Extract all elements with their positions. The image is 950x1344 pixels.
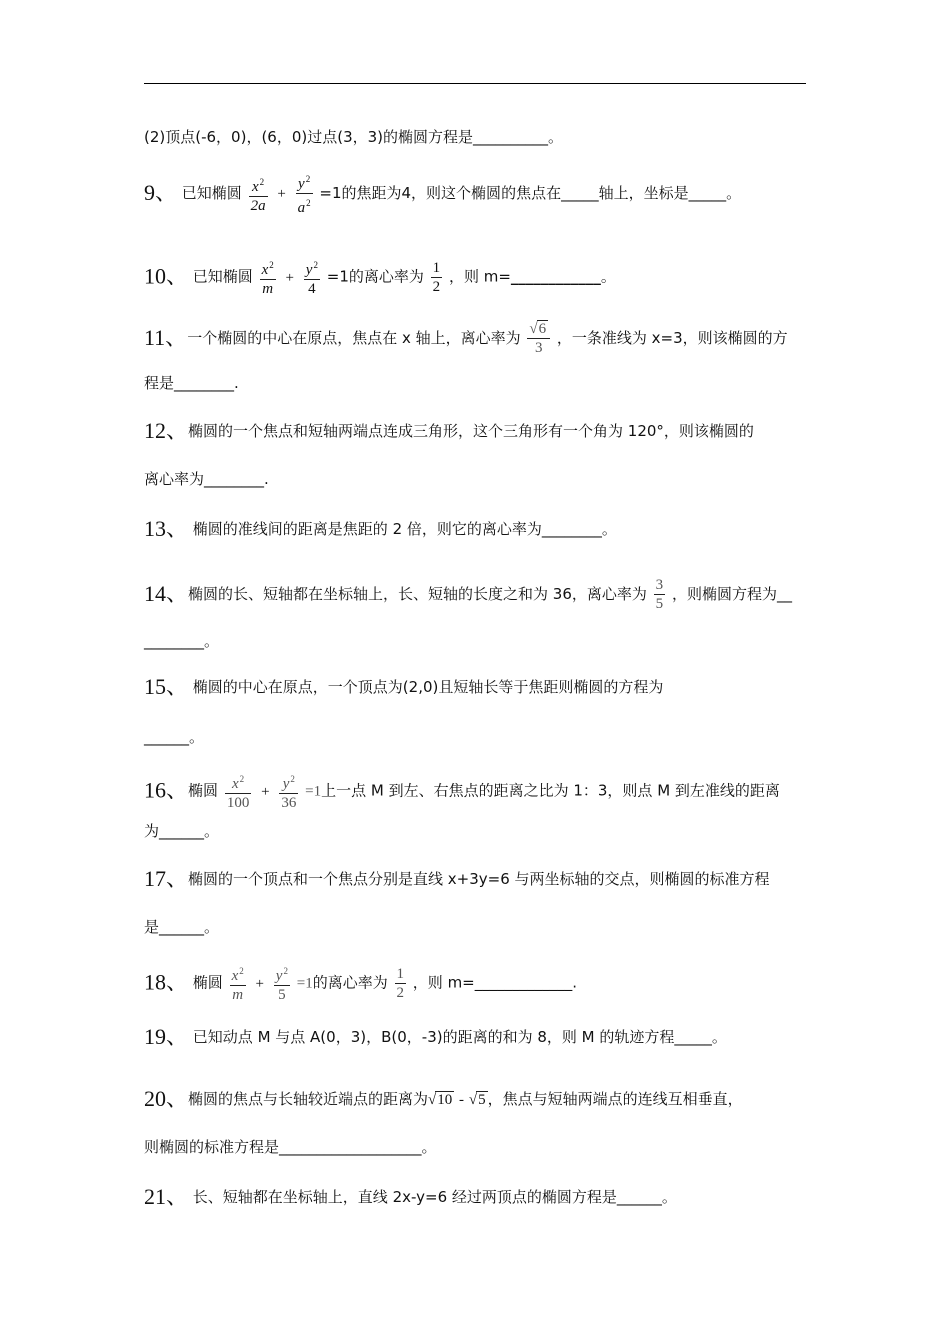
item-12: 12、椭圆的一个焦点和短轴两端点连成三角形，这个三角形有一个角为 120°，则该椭圆的 — [144, 418, 754, 443]
item-14-fraction: $\frac{3}{5}$ — [655, 577, 664, 612]
item-9: 9、 已知椭圆 $\frac{x^2}{2a}$ + $\frac{y^2}{a^2}$ =1的焦距为4，则这个椭圆的焦点在_____轴上，坐标是_____。 — [144, 170, 808, 217]
item-18: 18、 椭圆 $\frac{x^2}{m}$ + $\frac{y^2}{5}$ =1的离心率为 $\frac{1}{2}$ ，则 m=_____________. — [144, 962, 808, 1004]
item-20-radical-2: √5 — [468, 1092, 486, 1108]
item-20-radical-1: √10 — [428, 1092, 453, 1108]
item-19: 19、 已知动点 M 与点 A(0，3)，B(0，-3)的距离的和为 8，则 M 的轨迹方程_____。 — [144, 1024, 727, 1049]
item-15-line-2: ______。 — [144, 728, 205, 746]
item-21: 21、 长、短轴都在坐标轴上，直线 2x-y=6 经过两顶点的椭圆方程是______。 — [144, 1184, 677, 1209]
item-11-post: ，一条准线为 x=3，则该椭圆的方 — [556, 329, 788, 347]
item-10: 10、 已知椭圆 $\frac{x^2}{m}$ + $\frac{y^2}{4}$ =1的离心率为 $\frac{1}{2}$ ，则 m=____________。 — [144, 256, 808, 298]
item-15: 15、 椭圆的中心在原点，一个顶点为(2,0)且短轴长等于焦距则椭圆的方程为 — [144, 674, 664, 699]
item-18-fraction-2: $\frac{y^2}{5}$ — [275, 966, 288, 1003]
item-11-number: 11、 — [144, 325, 188, 350]
item-16-line-2: 为______。 — [144, 822, 220, 840]
item-9-number: 9、 — [144, 180, 178, 205]
item-15-number: 15、 — [144, 674, 189, 699]
item-16-number: 16、 — [144, 777, 189, 803]
item-14: 14、椭圆的长、短轴都在坐标轴上，长、短轴的长度之和为 36，离心率为 $\frac{3}{5}$ ，则椭圆方程为__ — [144, 577, 792, 612]
item-9-pre: 已知椭圆 — [181, 184, 242, 202]
item-10-fraction-2: $\frac{y^2}{4}$ — [305, 260, 318, 297]
item-9-post: =1的焦距为4，则这个椭圆的焦点在_____轴上，坐标是_____。 — [319, 184, 742, 202]
item-20-number: 20、 — [144, 1086, 189, 1111]
item-11-pre: 一个椭圆的中心在原点，焦点在 x 轴上，离心率为 — [187, 329, 521, 347]
item-9-fraction-2: $\frac{y^2}{a^2}$ — [297, 174, 311, 216]
item-8-2-text: (2)顶点(-6，0)，(6，0)过点(3，3)的椭圆方程是__________。 — [144, 128, 564, 146]
item-10-mid: =1的离心率为 — [326, 267, 424, 286]
item-20-line-2: 则椭圆的标准方程是___________________。 — [144, 1138, 437, 1156]
item-11-fraction: $\frac{√6}{3}$ — [527, 320, 550, 357]
item-13-number: 13、 — [144, 516, 189, 541]
item-16: 16、椭圆 $\frac{x^2}{100}$ + $\frac{y^2}{36}$ =1上一点 M 到左、右焦点的距离之比为 1：3，则点 M 到左准线的距离 — [144, 770, 808, 812]
item-10-fraction-3: $\frac{1}{2}$ — [432, 259, 441, 295]
item-9-fraction-1: $\frac{x^2}{2a}$ — [250, 176, 266, 214]
item-18-fraction-1: $\frac{x^2}{m}$ — [231, 966, 244, 1003]
item-13: 13、 椭圆的准线间的距离是焦距的 2 倍，则它的离心率为________。 — [144, 516, 617, 541]
item-17-number: 17、 — [144, 866, 189, 891]
item-10-blank: ____________ — [510, 267, 601, 286]
item-8-part-2 — [144, 126, 808, 148]
item-10-post: ，则 m= — [448, 267, 511, 286]
item-12-number: 12、 — [144, 418, 189, 443]
item-17-line-2: 是______。 — [144, 918, 220, 936]
item-12-line-2: 离心率为________. — [144, 470, 269, 488]
item-14-line-2: ________。 — [144, 632, 220, 650]
item-11 — [144, 320, 808, 357]
item-20: 20、椭圆的焦点与长轴较近端点的距离为√10 - √5 ，焦点与短轴两端点的连线互相垂直， — [144, 1086, 743, 1111]
item-18-number: 18、 — [144, 969, 189, 995]
item-21-number: 21、 — [144, 1184, 189, 1209]
item-18-fraction-3: $\frac{1}{2}$ — [396, 965, 405, 1001]
item-16-fraction-1: $\frac{x^2}{100}$ — [226, 774, 250, 811]
item-17: 17、椭圆的一个顶点和一个焦点分别是直线 x+3y=6 与两坐标轴的交点，则椭圆的标准方程 — [144, 866, 770, 891]
item-16-fraction-2: $\frac{y^2}{36}$ — [281, 774, 297, 811]
item-10-number: 10、 — [144, 263, 189, 289]
item-10-pre: 已知椭圆 — [192, 267, 253, 286]
item-19-number: 19、 — [144, 1024, 189, 1049]
header-rule — [144, 83, 806, 84]
item-14-number: 14、 — [144, 581, 189, 606]
item-11-line-2: 程是________. — [144, 374, 239, 392]
item-10-fraction-1: $\frac{x^2}{m}$ — [261, 260, 274, 297]
